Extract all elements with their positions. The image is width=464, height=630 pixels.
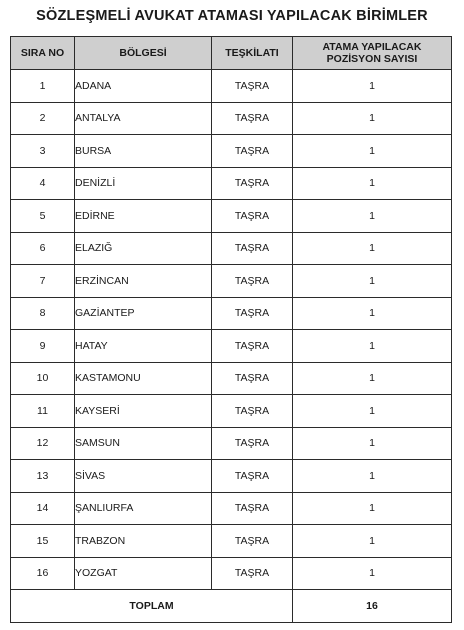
row-pozisyon-sayisi: 1 bbox=[293, 557, 452, 590]
row-pozisyon-sayisi: 1 bbox=[293, 232, 452, 265]
row-teskilati: TAŞRA bbox=[212, 232, 293, 265]
row-pozisyon-sayisi: 1 bbox=[293, 362, 452, 395]
table-row bbox=[11, 460, 452, 493]
table-row bbox=[11, 70, 452, 103]
row-bolgesi: KASTAMONU bbox=[75, 362, 212, 395]
row-sira-no: 2 bbox=[11, 102, 75, 135]
row-pozisyon-sayisi: 1 bbox=[293, 297, 452, 330]
row-bolgesi: DENİZLİ bbox=[75, 167, 212, 200]
table-row bbox=[11, 167, 452, 200]
row-pozisyon-sayisi: 1 bbox=[293, 135, 452, 168]
header-bolgesi: BÖLGESİ bbox=[75, 37, 212, 70]
row-teskilati: TAŞRA bbox=[212, 297, 293, 330]
row-sira-no: 5 bbox=[11, 200, 75, 233]
row-sira-no: 10 bbox=[11, 362, 75, 395]
row-sira-no: 16 bbox=[11, 557, 75, 590]
row-sira-no: 9 bbox=[11, 330, 75, 363]
row-pozisyon-sayisi: 1 bbox=[293, 427, 452, 460]
table-row bbox=[11, 525, 452, 558]
row-pozisyon-sayisi: 1 bbox=[293, 460, 452, 493]
row-pozisyon-sayisi: 1 bbox=[293, 167, 452, 200]
row-teskilati: TAŞRA bbox=[212, 167, 293, 200]
row-bolgesi: YOZGAT bbox=[75, 557, 212, 590]
row-teskilati: TAŞRA bbox=[212, 70, 293, 103]
row-sira-no: 3 bbox=[11, 135, 75, 168]
table-row bbox=[11, 297, 452, 330]
table-row bbox=[11, 395, 452, 428]
table-row bbox=[11, 200, 452, 233]
row-sira-no: 6 bbox=[11, 232, 75, 265]
row-teskilati: TAŞRA bbox=[212, 362, 293, 395]
row-bolgesi: ADANA bbox=[75, 70, 212, 103]
header-pozisyon-line-2: POZİSYON SAYISI bbox=[326, 53, 418, 65]
row-sira-no: 1 bbox=[11, 70, 75, 103]
row-pozisyon-sayisi: 1 bbox=[293, 525, 452, 558]
header-row bbox=[11, 37, 452, 70]
header-pozisyon-sayisi bbox=[293, 37, 452, 70]
row-bolgesi: SİVAS bbox=[75, 460, 212, 493]
header-sira-no: SIRA NO bbox=[11, 37, 75, 70]
total-row bbox=[11, 590, 452, 623]
row-teskilati: TAŞRA bbox=[212, 395, 293, 428]
row-teskilati: TAŞRA bbox=[212, 460, 293, 493]
row-sira-no: 11 bbox=[11, 395, 75, 428]
row-teskilati: TAŞRA bbox=[212, 135, 293, 168]
units-table bbox=[10, 36, 452, 623]
row-bolgesi: ELAZIĞ bbox=[75, 232, 212, 265]
row-pozisyon-sayisi: 1 bbox=[293, 200, 452, 233]
row-sira-no: 13 bbox=[11, 460, 75, 493]
row-pozisyon-sayisi: 1 bbox=[293, 70, 452, 103]
row-bolgesi: EDİRNE bbox=[75, 200, 212, 233]
row-teskilati: TAŞRA bbox=[212, 265, 293, 298]
document-title: SÖZLEŞMELİ AVUKAT ATAMASI YAPILACAK BİRİMLER bbox=[36, 8, 428, 24]
row-bolgesi: ANTALYA bbox=[75, 102, 212, 135]
row-pozisyon-sayisi: 1 bbox=[293, 330, 452, 363]
row-bolgesi: HATAY bbox=[75, 330, 212, 363]
row-bolgesi: SAMSUN bbox=[75, 427, 212, 460]
row-pozisyon-sayisi: 1 bbox=[293, 102, 452, 135]
table-row bbox=[11, 492, 452, 525]
row-pozisyon-sayisi: 1 bbox=[293, 265, 452, 298]
header-pozisyon-line-1: ATAMA YAPILACAK bbox=[322, 41, 422, 53]
table-row bbox=[11, 362, 452, 395]
row-bolgesi: GAZİANTEP bbox=[75, 297, 212, 330]
table-row bbox=[11, 135, 452, 168]
row-teskilati: TAŞRA bbox=[212, 330, 293, 363]
row-teskilati: TAŞRA bbox=[212, 102, 293, 135]
table-row bbox=[11, 557, 452, 590]
table-row bbox=[11, 330, 452, 363]
table-row bbox=[11, 265, 452, 298]
row-bolgesi: ŞANLIURFA bbox=[75, 492, 212, 525]
total-value: 16 bbox=[293, 590, 452, 623]
table-row bbox=[11, 427, 452, 460]
row-teskilati: TAŞRA bbox=[212, 200, 293, 233]
total-label: TOPLAM bbox=[11, 590, 293, 623]
row-sira-no: 14 bbox=[11, 492, 75, 525]
row-teskilati: TAŞRA bbox=[212, 525, 293, 558]
row-sira-no: 7 bbox=[11, 265, 75, 298]
row-pozisyon-sayisi: 1 bbox=[293, 492, 452, 525]
header-teskilati: TEŞKİLATI bbox=[212, 37, 293, 70]
row-teskilati: TAŞRA bbox=[212, 557, 293, 590]
table-row bbox=[11, 102, 452, 135]
row-sira-no: 8 bbox=[11, 297, 75, 330]
row-sira-no: 15 bbox=[11, 525, 75, 558]
row-bolgesi: TRABZON bbox=[75, 525, 212, 558]
table-body bbox=[11, 70, 452, 590]
row-teskilati: TAŞRA bbox=[212, 492, 293, 525]
table-row bbox=[11, 232, 452, 265]
row-sira-no: 4 bbox=[11, 167, 75, 200]
row-bolgesi: KAYSERİ bbox=[75, 395, 212, 428]
row-sira-no: 12 bbox=[11, 427, 75, 460]
row-bolgesi: ERZİNCAN bbox=[75, 265, 212, 298]
row-bolgesi: BURSA bbox=[75, 135, 212, 168]
row-teskilati: TAŞRA bbox=[212, 427, 293, 460]
row-pozisyon-sayisi: 1 bbox=[293, 395, 452, 428]
